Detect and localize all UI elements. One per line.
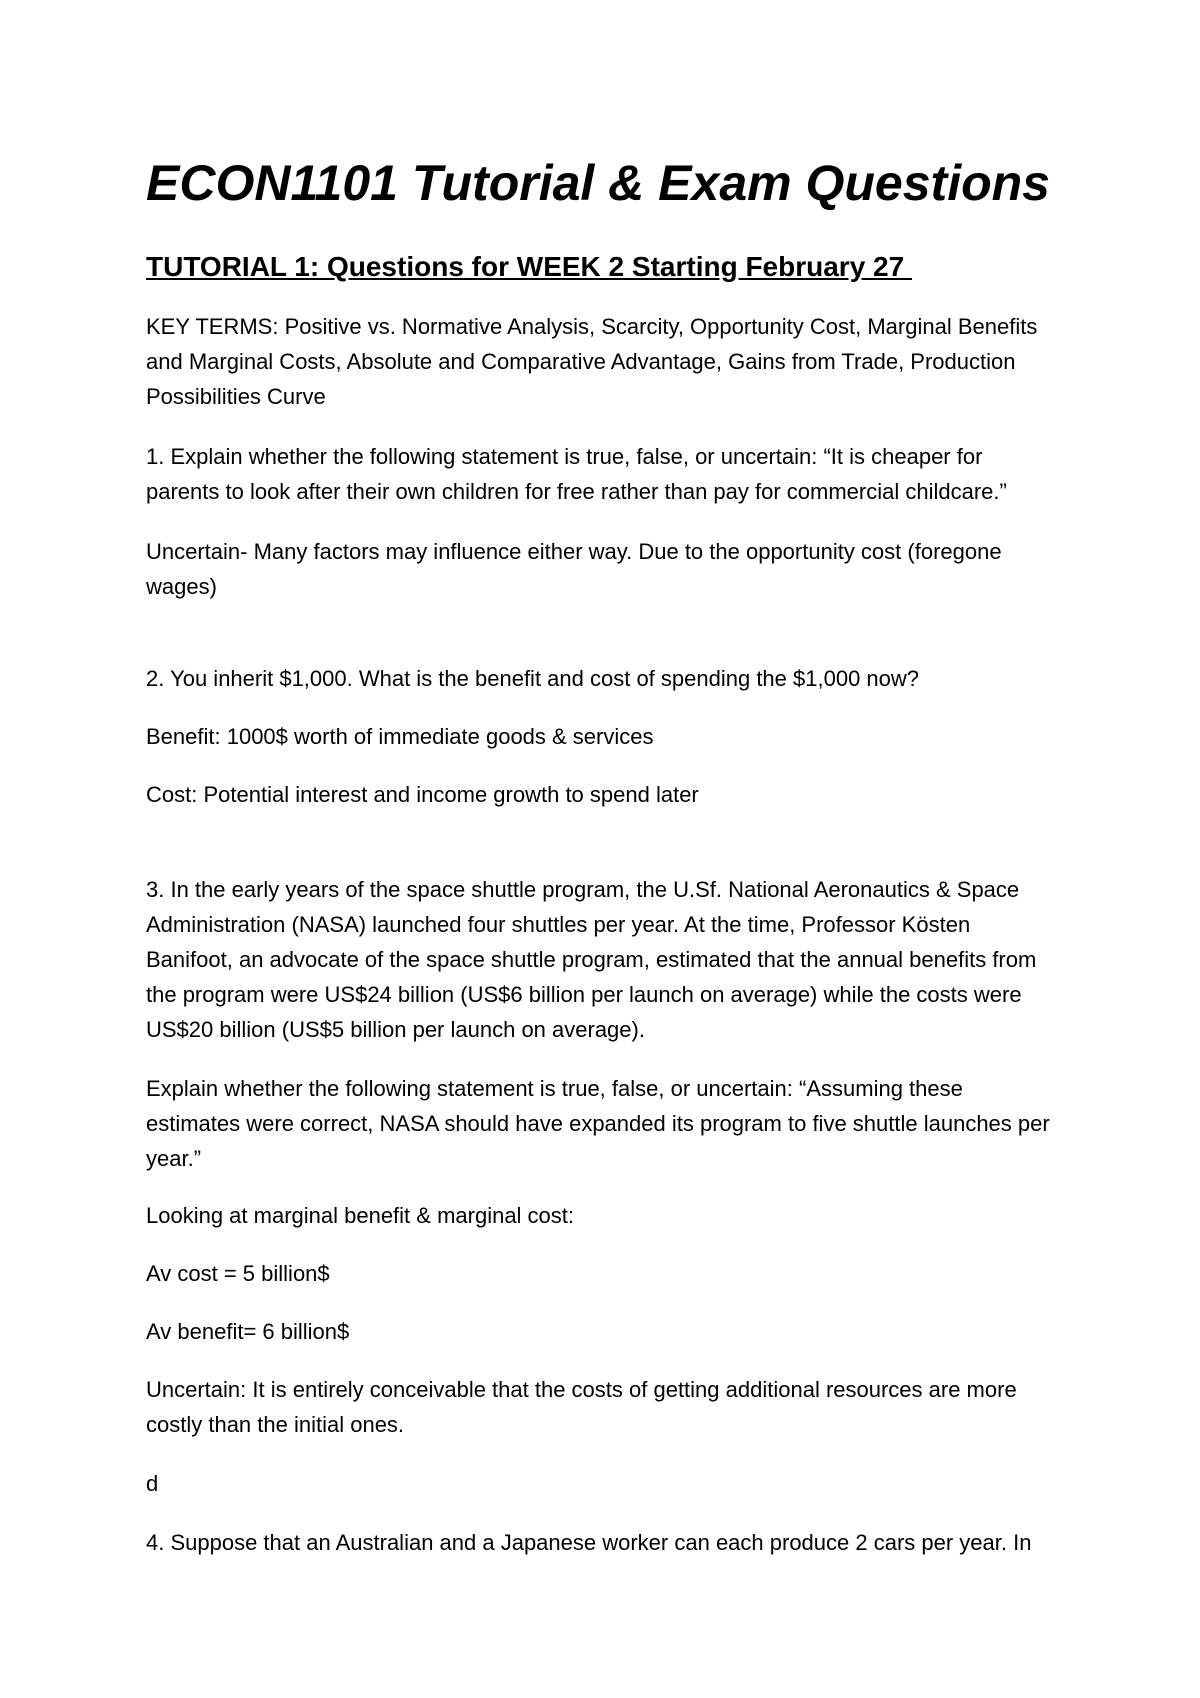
stray-character [146,1466,1086,1501]
text-line: estimates were correct, NASA should have expanded its program to five shuttle launches per [146,1111,1050,1136]
text-line: 4. Suppose that an Australian and a Japanese worker can each produce 2 cars per year. In [146,1530,1032,1555]
text-line: 3. In the early years of the space shuttle program, the U.Sf. National Aeronautics & Space [146,877,1020,902]
text-line: costly than the initial ones. [146,1412,405,1437]
answer-2-benefit [146,719,1086,754]
question-2 [146,661,1086,696]
text-line: Looking at marginal benefit & marginal cost: [146,1203,575,1228]
text-line: wages) [146,574,217,599]
text-line: Av benefit= 6 billion$ [146,1319,350,1344]
question-4 [146,1525,1086,1560]
document-title: ECON1101 Tutorial & Exam Questions [146,155,1050,211]
text-line: Possibilities Curve [146,384,326,409]
text-line: Cost: Potential interest and income growth to spend later [146,782,699,807]
tutorial-heading: TUTORIAL 1: Questions for WEEK 2 Starting February 27 [146,251,912,282]
text-line: 2. You inherit $1,000. What is the benefit and cost of spending the $1,000 now? [146,666,920,691]
text-line: Uncertain- Many factors may influence either way. Due to the opportunity cost (foregone [146,539,1002,564]
key-terms-paragraph [146,309,1086,414]
text-line: the program were US$24 billion (US$6 billion per launch on average) while the costs were [146,982,1022,1007]
text-line: Benefit: 1000$ worth of immediate goods & services [146,724,654,749]
text-line: Uncertain: It is entirely conceivable that the costs of getting additional resources are more [146,1377,1017,1402]
answer-3-intro [146,1198,1086,1233]
answer-2-cost [146,777,1086,812]
text-line: US$20 billion (US$5 billion per launch on average). [146,1017,645,1042]
text-line: Av cost = 5 billion$ [146,1261,330,1286]
answer-3-av-benefit [146,1314,1086,1349]
text-line: year.” [146,1146,202,1171]
question-3 [146,872,1086,1047]
answer-3-av-cost [146,1256,1086,1291]
question-1 [146,439,1086,509]
text-line: parents to look after their own children for free rather than pay for commercial childcare.” [146,479,1007,504]
text-line: Banifoot, an advocate of the space shuttle program, estimated that the annual benefits from [146,947,1037,972]
text-line: KEY TERMS: Positive vs. Normative Analysis, Scarcity, Opportunity Cost, Marginal Benefits [146,314,1038,339]
answer-3-conclusion [146,1372,1086,1442]
answer-1 [146,534,1086,604]
question-3-statement [146,1071,1086,1176]
text-line: d [146,1471,159,1496]
text-line: 1. Explain whether the following statement is true, false, or uncertain: “It is cheaper for [146,444,983,469]
text-line: and Marginal Costs, Absolute and Comparative Advantage, Gains from Trade, Production [146,349,1016,374]
text-line: Administration (NASA) launched four shuttles per year. At the time, Professor Kösten [146,912,971,937]
text-line: Explain whether the following statement is true, false, or uncertain: “Assuming these [146,1076,963,1101]
